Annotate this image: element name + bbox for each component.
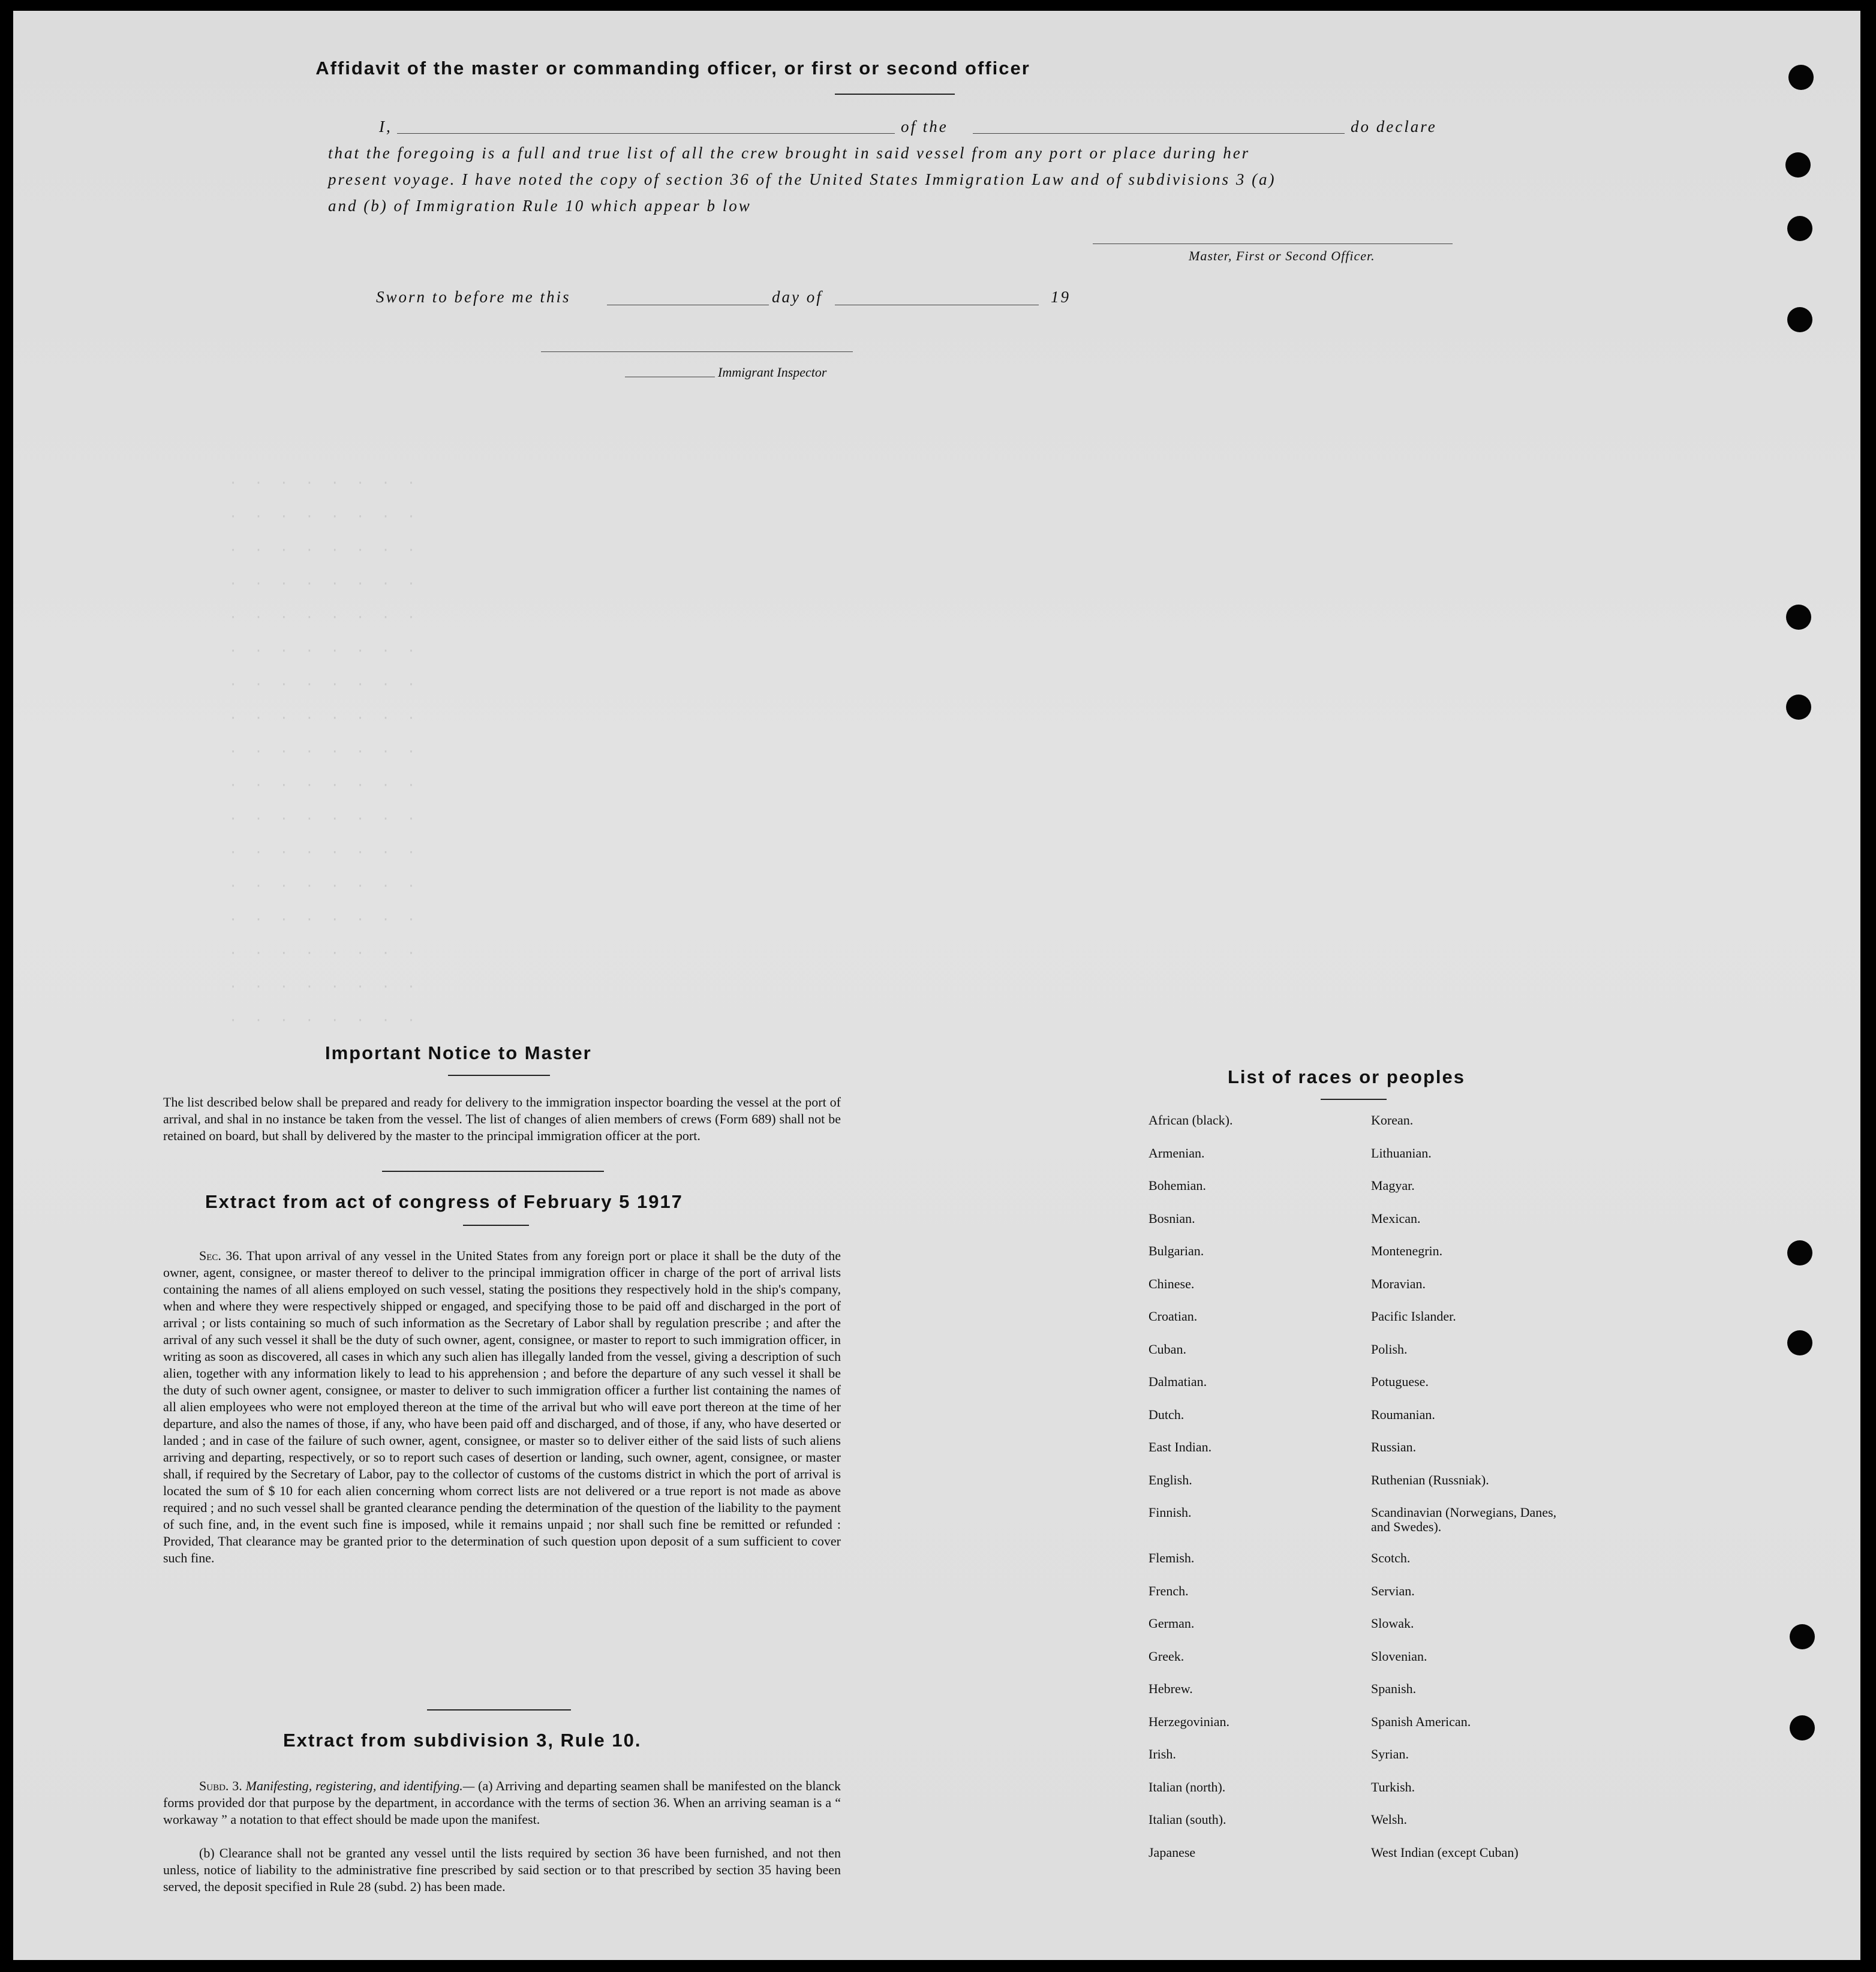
ghost-row: · · · · · · · · [229, 610, 420, 625]
race-item: Croatian. [1149, 1309, 1198, 1324]
race-item: Pacific Islander. [1371, 1309, 1456, 1324]
sworn-day-of: day of [772, 288, 823, 306]
rule-divider [427, 1709, 571, 1711]
race-item: Scotch. [1371, 1550, 1411, 1565]
race-item: Dutch. [1149, 1406, 1184, 1422]
race-item: Lithuanian. [1371, 1145, 1432, 1161]
race-item: Italian (north). [1149, 1779, 1226, 1794]
affidavit-of-the: of the [901, 118, 948, 136]
race-item: Russian. [1371, 1439, 1417, 1454]
race-item: Herzegovinian. [1149, 1714, 1229, 1729]
race-item: Moravian. [1371, 1276, 1426, 1291]
ghost-row: · · · · · · · · [229, 811, 420, 826]
notice-rule [448, 1075, 550, 1076]
race-item: Korean. [1371, 1113, 1414, 1128]
act-text [163, 1247, 841, 1567]
ghost-row: · · · · · · · · [229, 476, 420, 491]
race-item: Slovenian. [1371, 1648, 1427, 1664]
ghost-row: · · · · · · · · [229, 1013, 420, 1028]
binder-hole [1785, 152, 1811, 178]
race-item: Ruthenian (Russniak). [1371, 1472, 1489, 1487]
ghost-row: · · · · · · · · [229, 946, 420, 961]
race-item: Spanish American. [1371, 1714, 1471, 1729]
ghost-row: · · · · · · · · [229, 845, 420, 860]
rule-text-a [163, 1778, 841, 1828]
inspector-line[interactable] [541, 351, 853, 352]
race-item: West Indian (except Cuban) [1371, 1844, 1519, 1860]
binder-hole [1786, 695, 1811, 720]
race-item: Servian. [1371, 1583, 1415, 1598]
race-item: Finnish. [1149, 1505, 1192, 1520]
act-sec-label: Sec. 36. [199, 1248, 242, 1263]
race-item: English. [1149, 1472, 1192, 1487]
race-item: Turkish. [1371, 1779, 1415, 1794]
rule-text-b: (b) Clearance shall not be granted any vessel until the lists required by section 36 have been furnished, and not then unless, notice of liability to the administrative fine prescribed by said section or to that prescribed by section 35 having been served, the deposit specified in Rule 28 (subd. 2) has been made. [163, 1845, 841, 1894]
act-body: That upon arrival of any vessel in the United States from any foreign port or place it shall be the duty of the owner, agent, consignee, or master thereof to deliver to the principal immigration officer in charge of the port of arrival lists containing the names of all aliens employed on such vessel, stating the positions they respectively hold in the ship's company, when and where they were respectively shipped or engaged, and specifying those to be paid off and discharged in the port of arrival ; or lists containing so much of such information as the Secretary of Labor shall by regulation prescribe ; and after the arrival of any such vessel it shall be the duty of such owner, agent, consignee, or master to report to such immigration officer, in writing as soon as discovered, all cases in which any such alien has illegally landed from the vessel, giving a description of such alien, together with any information likely to lead to his apprehension ; and before the departure of any such vessel it shall be the duty of such owner agent, consignee, or master to deliver to such immigration officer a further list containing the names of all alien employees who were not employed thereon at the time of the arrival but who will eave port thereon at the time of her departure, and also the names of those, if any, who have been paid off and discharged, and of those, if any, who have deserted or landed ; and in case of the failure of such owner, agent, consignee, or master so to deliver either of the said lists of such aliens arriving and departing, respectively, or so to report such cases of desertion or landing, such owner, agent, consignee, or master shall, if required by the Secretary of Labor, pay to the collector of customs of the customs district in which the port of arrival is located the sum of $ 10 for each alien concerning whom correct lists are not delivered or a true report is not made as above required ; and no such vessel shall be granted clearance pending the determination of the question of the liability to the payment of such fine, and, in the event such fine is imposed, while it remains unpaid ; nor shall such fine be remitted or refunded : Provided, That clearance may be granted prior to the determination of such question upon deposit of a sum sufficient to cover such fine. [163, 1248, 841, 1565]
race-item: Scandinavian (Norwegians, Danes, and Swedes). [1371, 1505, 1557, 1534]
race-item: Roumanian. [1371, 1406, 1435, 1422]
ghost-row: · · · · · · · · [229, 979, 420, 994]
race-item: Italian (south). [1149, 1812, 1226, 1827]
inspector-label: Immigrant Inspector [718, 365, 827, 380]
binder-hole [1788, 65, 1814, 90]
affidavit-line4: and (b) of Immigration Rule 10 which appear b low [328, 197, 751, 215]
race-item: Japanese [1149, 1844, 1196, 1860]
signature-label: Master, First or Second Officer. [1189, 248, 1375, 263]
binder-hole [1787, 307, 1812, 332]
ghost-row: · · · · · · · · [229, 744, 420, 759]
races-rule [1321, 1099, 1387, 1100]
race-item: German. [1149, 1616, 1195, 1631]
race-item: Polish. [1371, 1341, 1408, 1357]
binder-hole [1790, 1624, 1815, 1649]
ghost-row: · · · · · · · · [229, 644, 420, 659]
race-item: Bohemian. [1149, 1178, 1206, 1193]
race-item: French. [1149, 1583, 1189, 1598]
binder-hole [1787, 1240, 1812, 1265]
affidavit-i: I, [379, 118, 392, 136]
race-item: Magyar. [1371, 1178, 1415, 1193]
race-item: Chinese. [1149, 1276, 1195, 1291]
ghost-row: · · · · · · · · [229, 912, 420, 927]
binder-hole [1787, 216, 1812, 241]
race-item: East Indian. [1149, 1439, 1212, 1454]
race-item: Dalmatian. [1149, 1374, 1207, 1389]
name-blank[interactable] [397, 133, 895, 134]
notice-text: The list described below shall be prepared and ready for delivery to the immigration inspector boarding the vessel at the port of arrival, and shal in no instance be taken from the vessel. The list of changes of alien members of crews (Form 689) shall not be retained on board, but shall by delivered by the master to the principal immigration officer at the port. [163, 1095, 841, 1143]
binder-hole [1787, 1330, 1812, 1355]
notice-title: Important Notice to Master [325, 1042, 592, 1063]
race-item: Mexican. [1371, 1210, 1421, 1226]
binder-hole [1790, 1715, 1815, 1740]
race-item: Spanish. [1371, 1681, 1417, 1696]
ghost-row: · · · · · · · · [229, 711, 420, 726]
race-item: Irish. [1149, 1746, 1176, 1761]
manifest-back-page [13, 11, 1860, 1960]
binder-hole [1786, 605, 1811, 630]
race-item: Hebrew. [1149, 1681, 1193, 1696]
race-item: Greek. [1149, 1648, 1184, 1664]
sworn-prefix: Sworn to before me this [376, 288, 571, 306]
ghost-row: · · · · · · · · [229, 778, 420, 793]
sworn-year: 19 [1051, 288, 1071, 306]
race-item: Bulgarian. [1149, 1243, 1204, 1258]
rule-a-body: (a) Arriving and departing seamen shall be manifested on the blanck forms provided dor that purpose by the department, in accordance with the terms of section 36. When an arriving seaman is a “ workaway ” a notation to that effect should be made upon the manifest. [163, 1778, 841, 1827]
ghost-row: · · · · · · · · [229, 576, 420, 591]
rule-title: Extract from subdivision 3, Rule 10. [283, 1730, 642, 1751]
rule-subd-heading: Manifesting, registering, and identifying.— [245, 1778, 475, 1793]
race-item: Flemish. [1149, 1550, 1195, 1565]
affidavit-title: Affidavit of the master or commanding officer, or first or second officer [315, 58, 1030, 79]
race-item: Montenegrin. [1371, 1243, 1443, 1258]
act-rule [463, 1225, 529, 1226]
race-item: Bosnian. [1149, 1210, 1195, 1226]
race-item: Welsh. [1371, 1812, 1407, 1827]
section-divider [382, 1171, 604, 1172]
race-item: Cuban. [1149, 1341, 1186, 1357]
ghost-row: · · · · · · · · [229, 543, 420, 558]
affidavit-line3: present voyage. I have noted the copy of section 36 of the United States Immigration Law and of subdivisions 3 (a) [328, 170, 1276, 188]
affidavit-line2: that the foregoing is a full and true list of all the crew brought in said vessel from any port or place during her [328, 144, 1250, 162]
race-item: Slowak. [1371, 1616, 1414, 1631]
races-title: List of races or peoples [1228, 1066, 1465, 1087]
race-item: Potuguese. [1371, 1374, 1429, 1389]
ghost-row: · · · · · · · · [229, 879, 420, 894]
rule-subd-label: Subd. 3. [199, 1778, 242, 1793]
affidavit-declare: do declare [1351, 118, 1437, 136]
ghost-row: · · · · · · · · [229, 509, 420, 524]
title-rule [835, 94, 955, 95]
race-item: Armenian. [1149, 1145, 1205, 1161]
race-item: Syrian. [1371, 1746, 1409, 1761]
vessel-blank[interactable] [973, 133, 1345, 134]
ghost-row: · · · · · · · · [229, 677, 420, 692]
race-item: African (black). [1149, 1113, 1233, 1128]
act-title: Extract from act of congress of February 5 1917 [205, 1191, 683, 1212]
